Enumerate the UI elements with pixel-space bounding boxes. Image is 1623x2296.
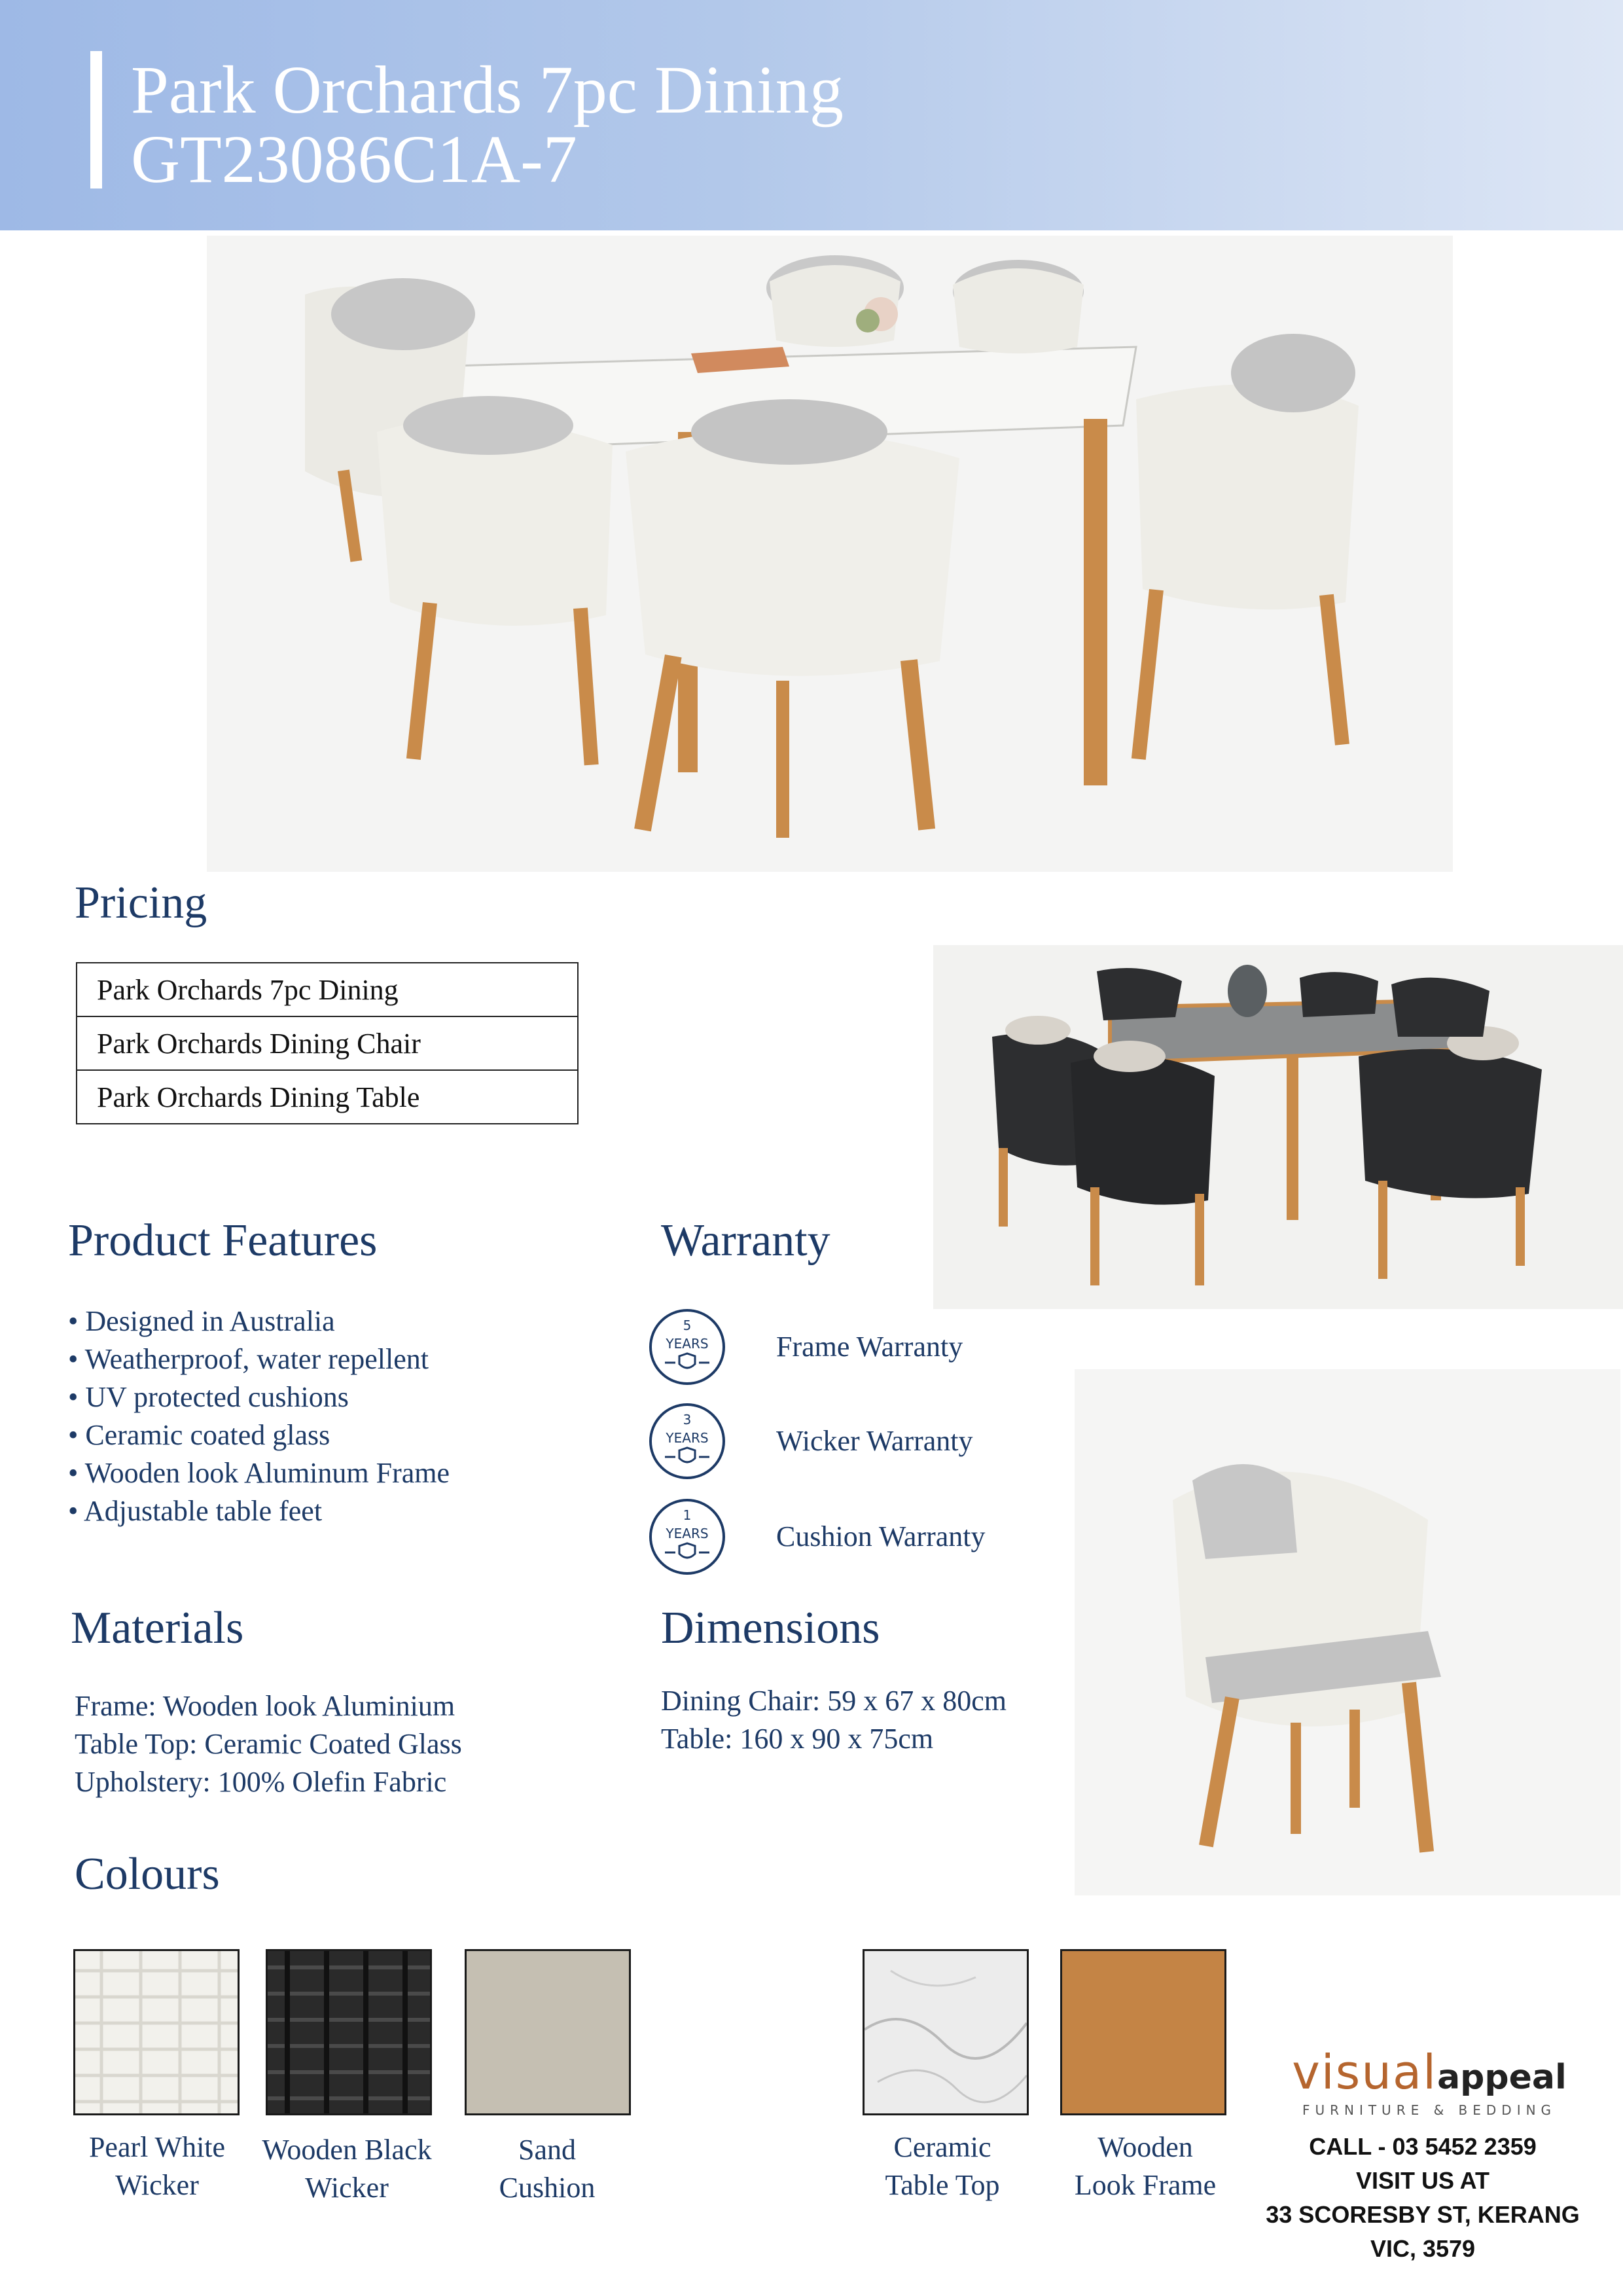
black-wicker-set-photo xyxy=(933,945,1623,1309)
swatch-ceramic-table-top xyxy=(863,1949,1029,2115)
pricing-row-label: Park Orchards Dining Table xyxy=(77,1070,578,1124)
main-product-photo xyxy=(207,236,1453,872)
swatch-label: Wooden Black Wicker xyxy=(262,2134,432,2204)
logo-text-visual: visual xyxy=(1292,2045,1438,2100)
swatch-wooden-black-wicker xyxy=(266,1949,432,2115)
colours-heading: Colours xyxy=(75,1849,220,1899)
table-row xyxy=(77,1070,578,1124)
warranty-shield-icon xyxy=(648,1308,726,1386)
list-item: • UV protected cushions xyxy=(68,1381,349,1413)
list-item: • Adjustable table feet xyxy=(68,1495,323,1527)
warranty-heading: Warranty xyxy=(661,1215,830,1266)
features-heading: Product Features xyxy=(68,1215,378,1266)
warranty-row-wicker xyxy=(648,1402,1106,1480)
warranty-label: Frame Warranty xyxy=(776,1331,963,1363)
materials-list xyxy=(75,1687,462,1801)
material-line: Table Top: Ceramic Coated Glass xyxy=(75,1728,462,1760)
warranty-row-cushion xyxy=(648,1498,1106,1576)
pricing-row-label: Park Orchards Dining Chair xyxy=(77,1016,578,1070)
swatch-label: Ceramic Table Top xyxy=(885,2131,1000,2201)
list-item: • Designed in Australia xyxy=(68,1305,335,1337)
pricing-table xyxy=(76,962,579,1124)
swatch-wooden-look-frame xyxy=(1060,1949,1226,2115)
swatch-sand-cushion xyxy=(465,1949,631,2115)
header-banner xyxy=(0,0,1623,230)
dimension-line: Table: 160 x 90 x 75cm xyxy=(661,1723,934,1755)
product-code: GT23086C1A-7 xyxy=(131,122,577,197)
swatch-pearl-white-wicker xyxy=(73,1949,240,2115)
svg-text:1: 1 xyxy=(683,1507,692,1523)
warranty-shield-icon xyxy=(648,1498,726,1576)
table-row xyxy=(77,963,578,1016)
brand-logo xyxy=(1285,2045,1573,2118)
svg-text:3: 3 xyxy=(683,1412,692,1427)
svg-text:YEARS: YEARS xyxy=(666,1430,709,1446)
svg-text:YEARS: YEARS xyxy=(666,1336,709,1352)
dimensions-heading: Dimensions xyxy=(661,1603,880,1653)
contact-address-street: 33 SCORESBY ST, KERANG xyxy=(1266,2201,1580,2228)
svg-text:5: 5 xyxy=(683,1318,692,1333)
single-chair-photo xyxy=(1075,1369,1620,1895)
warranty-label: Wicker Warranty xyxy=(776,1425,973,1457)
list-item: • Wooden look Aluminum Frame xyxy=(68,1457,450,1489)
product-title: Park Orchards 7pc Dining xyxy=(131,52,844,128)
header-accent-bar xyxy=(90,51,102,188)
warranty-shield-icon xyxy=(648,1402,726,1480)
table-row xyxy=(77,1016,578,1070)
swatch-label: Pearl White Wicker xyxy=(88,2131,226,2201)
swatch-label: Sand Cushion xyxy=(499,2134,596,2204)
warranty-label: Cushion Warranty xyxy=(776,1520,986,1552)
pricing-heading: Pricing xyxy=(75,878,207,928)
materials-heading: Materials xyxy=(71,1603,244,1653)
svg-text:YEARS: YEARS xyxy=(666,1526,709,1541)
material-line: Frame: Wooden look Aluminium xyxy=(75,1690,455,1722)
dimension-line: Dining Chair: 59 x 67 x 80cm xyxy=(661,1685,1007,1717)
pricing-row-label: Park Orchards 7pc Dining xyxy=(77,963,578,1016)
features-list xyxy=(68,1302,450,1530)
contact-phone: CALL - 03 5452 2359 xyxy=(1309,2133,1537,2160)
contact-visit: VISIT US AT xyxy=(1355,2167,1489,2194)
logo-text-appeal: appeal xyxy=(1437,2058,1567,2097)
logo-tagline: FURNITURE & BEDDING xyxy=(1302,2102,1557,2118)
list-item: • Weatherproof, water repellent xyxy=(68,1343,429,1375)
material-line: Upholstery: 100% Olefin Fabric xyxy=(75,1766,447,1798)
warranty-row-frame xyxy=(648,1308,1106,1386)
swatch-label: Wooden Look Frame xyxy=(1074,2131,1217,2201)
contact-address-state: VIC, 3579 xyxy=(1370,2235,1476,2262)
contact-block xyxy=(1253,2130,1593,2266)
list-item: • Ceramic coated glass xyxy=(68,1419,330,1451)
dimensions-list xyxy=(661,1682,1007,1758)
